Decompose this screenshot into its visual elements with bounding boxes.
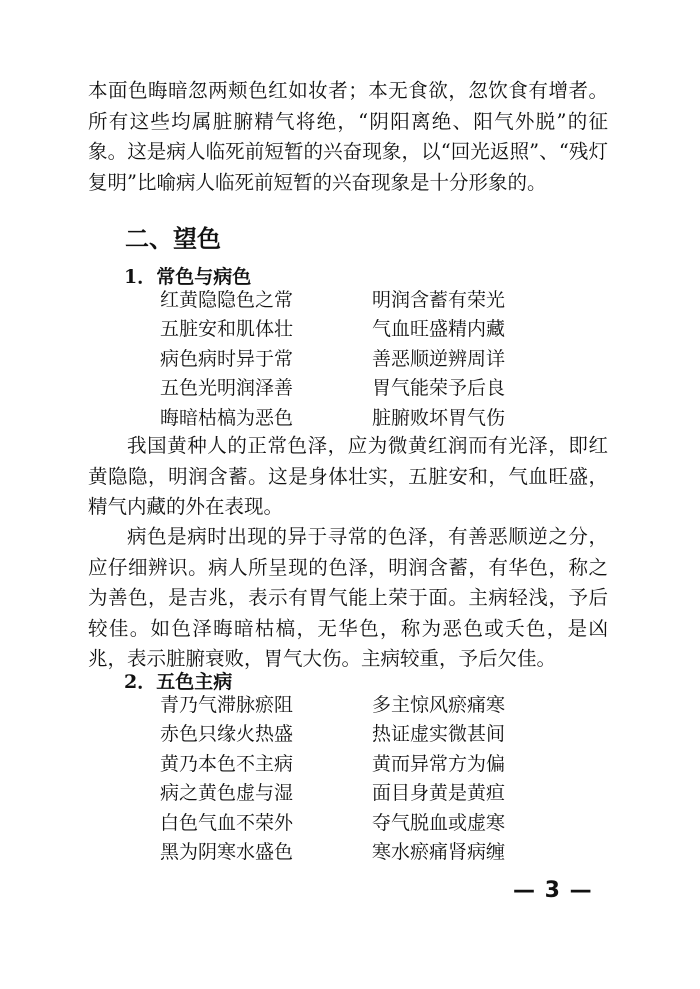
verse-line [160, 838, 580, 867]
verse-left: 五脏安和肌体壮 [160, 318, 294, 341]
verse-block-1 [160, 286, 580, 433]
verse-right: 面目身黄是黄疸 [372, 782, 506, 805]
verse-line [160, 404, 580, 433]
verse-line [160, 691, 580, 720]
paragraph-disease-color: 病色是病时出现的异于寻常的色泽，有善恶顺逆之分，应仔细辨识。病人所呈现的色泽，明润含蓄，有华色，称之为善色，是吉兆，表示有胃气能上荣于面。主病轻浅，予后较佳。如色泽晦暗枯槁，无华色，称为恶色或夭色，是凶兆，表示脏腑衰败，胃气大伤。主病较重，予后欠佳。 [88, 525, 608, 671]
verse-left: 赤色只缘火热盛 [160, 723, 294, 746]
verse-line [160, 374, 580, 403]
page-number: — 3 — [513, 878, 593, 903]
verse-right: 热证虚实微甚间 [372, 723, 506, 746]
verse-line [160, 750, 580, 779]
subsection-title-2: 2．五色主病 [124, 671, 233, 693]
verse-line [160, 779, 580, 808]
section-title: 二、望色 [125, 224, 221, 253]
verse-left: 红黄隐隐色之常 [160, 289, 294, 311]
verse-right: 善恶顺逆辨周详 [372, 347, 506, 370]
verse-left: 晦暗枯槁为恶色 [160, 406, 294, 429]
verse-right: 黄而异常方为偏 [372, 752, 506, 775]
verse-left: 病色病时异于常 [160, 347, 294, 370]
verse-right: 明润含蓄有荣光 [372, 289, 506, 311]
verse-block-2 [160, 691, 580, 867]
verse-line [160, 720, 580, 749]
verse-right: 寒水瘀痛肾病缠 [372, 840, 506, 863]
verse-left: 黑为阴寒水盛色 [160, 840, 294, 863]
paragraph-normal-color: 我国黄种人的正常色泽，应为微黄红润而有光泽，即红黄隐隐，明润含蓄。这是身体壮实，五脏安和，气血旺盛，精气内藏的外在表现。 [88, 434, 608, 519]
verse-line [160, 315, 580, 344]
verse-left: 五色光明润泽善 [160, 377, 294, 400]
verse-left: 白色气血不荣外 [160, 811, 294, 834]
verse-left: 病之黄色虚与湿 [160, 782, 294, 805]
verse-line [160, 809, 580, 838]
verse-line [160, 286, 580, 315]
subsection-title-1: 1．常色与病色 [124, 266, 252, 288]
verse-right: 夺气脱血或虚寒 [372, 811, 506, 834]
verse-right: 胃气能荣予后良 [372, 377, 506, 400]
verse-left: 黄乃本色不主病 [160, 752, 294, 775]
verse-left: 青乃气滞脉瘀阻 [160, 694, 294, 716]
verse-right: 气血旺盛精内藏 [372, 318, 506, 341]
intro-paragraph: 本面色晦暗忽两颊色红如妆者；本无食欲，忽饮食有增者。所有这些均属脏腑精气将绝，“阴阳离绝、阳气外脱”的征象。这是病人临死前短暂的兴奋现象，以“回光返照”、“残灯复明”比喻病人临死前短暂的兴奋现象是十分形象的。 [88, 79, 608, 194]
verse-right: 多主惊风瘀痛寒 [372, 694, 506, 716]
verse-line [160, 345, 580, 374]
verse-right: 脏腑败坏胃气伤 [372, 406, 506, 429]
